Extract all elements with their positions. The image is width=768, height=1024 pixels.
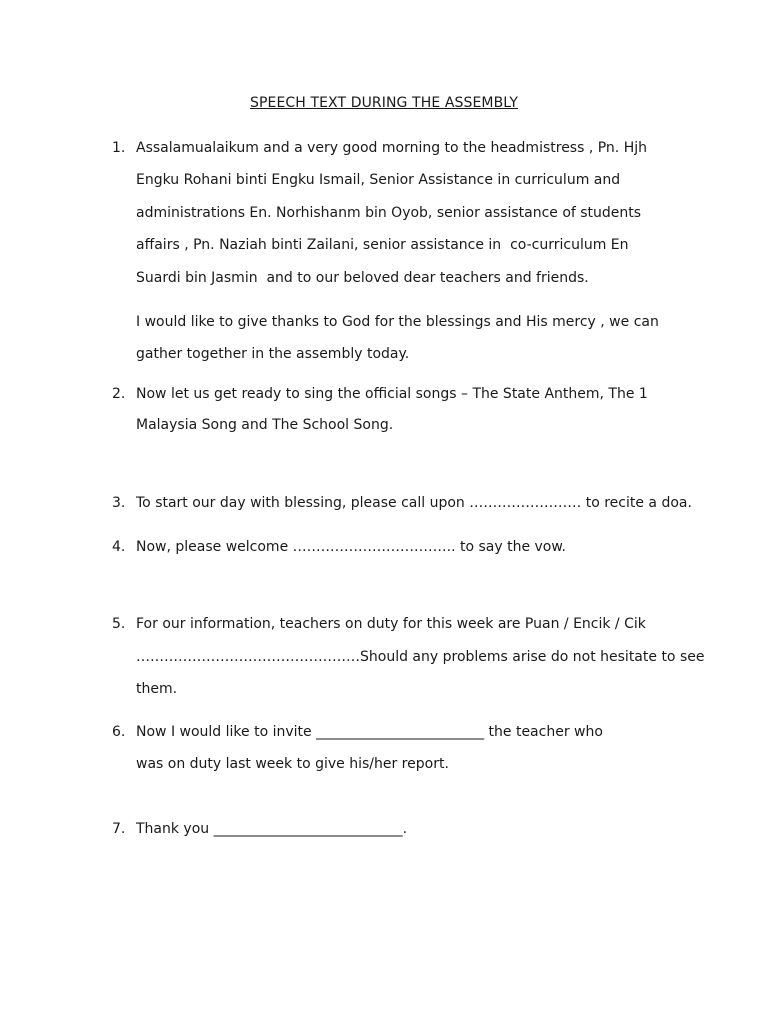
item-number: 3.	[112, 495, 126, 511]
item-3-line-1: To start our day with blessing, please call upon …………………… to recite a doa.	[136, 495, 692, 511]
item-1-para2-line-2: gather together in the assembly today.	[136, 346, 410, 362]
item-5-line-2: …………………………………………Should any problems arise do not hesitate to see	[136, 649, 705, 665]
item-1-line-2: Engku Rohani binti Engku Ismail, Senior Assistance in curriculum and	[136, 172, 621, 188]
item-number: 6.	[112, 724, 126, 740]
item-1-line-5: Suardi bin Jasmin and to our beloved dear teachers and friends.	[136, 270, 589, 286]
item-2-line-2: Malaysia Song and The School Song.	[136, 417, 394, 433]
item-5-line-3: them.	[136, 681, 178, 697]
item-2-line-1: Now let us get ready to sing the official songs – The State Anthem, The 1	[136, 386, 648, 402]
item-5-line-1: For our information, teachers on duty for this week are Puan / Encik / Cik	[136, 616, 646, 632]
item-6-line-1: Now I would like to invite ________________________ the teacher who	[136, 724, 603, 740]
item-number: 1.	[112, 140, 126, 156]
item-number: 4.	[112, 539, 126, 555]
document-title: SPEECH TEXT DURING THE ASSEMBLY	[249, 95, 519, 111]
item-1-para2-line-1: I would like to give thanks to God for the blessings and His mercy , we can	[136, 314, 659, 330]
item-7-line-1: Thank you ___________________________.	[136, 821, 408, 837]
item-1-line-4: affairs , Pn. Naziah binti Zailani, senior assistance in co-curriculum En	[136, 237, 629, 253]
item-number: 7.	[112, 821, 126, 837]
item-number: 5.	[112, 616, 126, 632]
item-6-line-2: was on duty last week to give his/her report.	[136, 756, 449, 772]
item-1-line-3: administrations En. Norhishanm bin Oyob, senior assistance of students	[136, 205, 642, 221]
item-number: 2.	[112, 386, 126, 402]
item-4-line-1: Now, please welcome …………………………….. to say the vow.	[136, 539, 566, 555]
item-1-line-1: Assalamualaikum and a very good morning to the headmistress , Pn. Hjh	[136, 140, 647, 156]
